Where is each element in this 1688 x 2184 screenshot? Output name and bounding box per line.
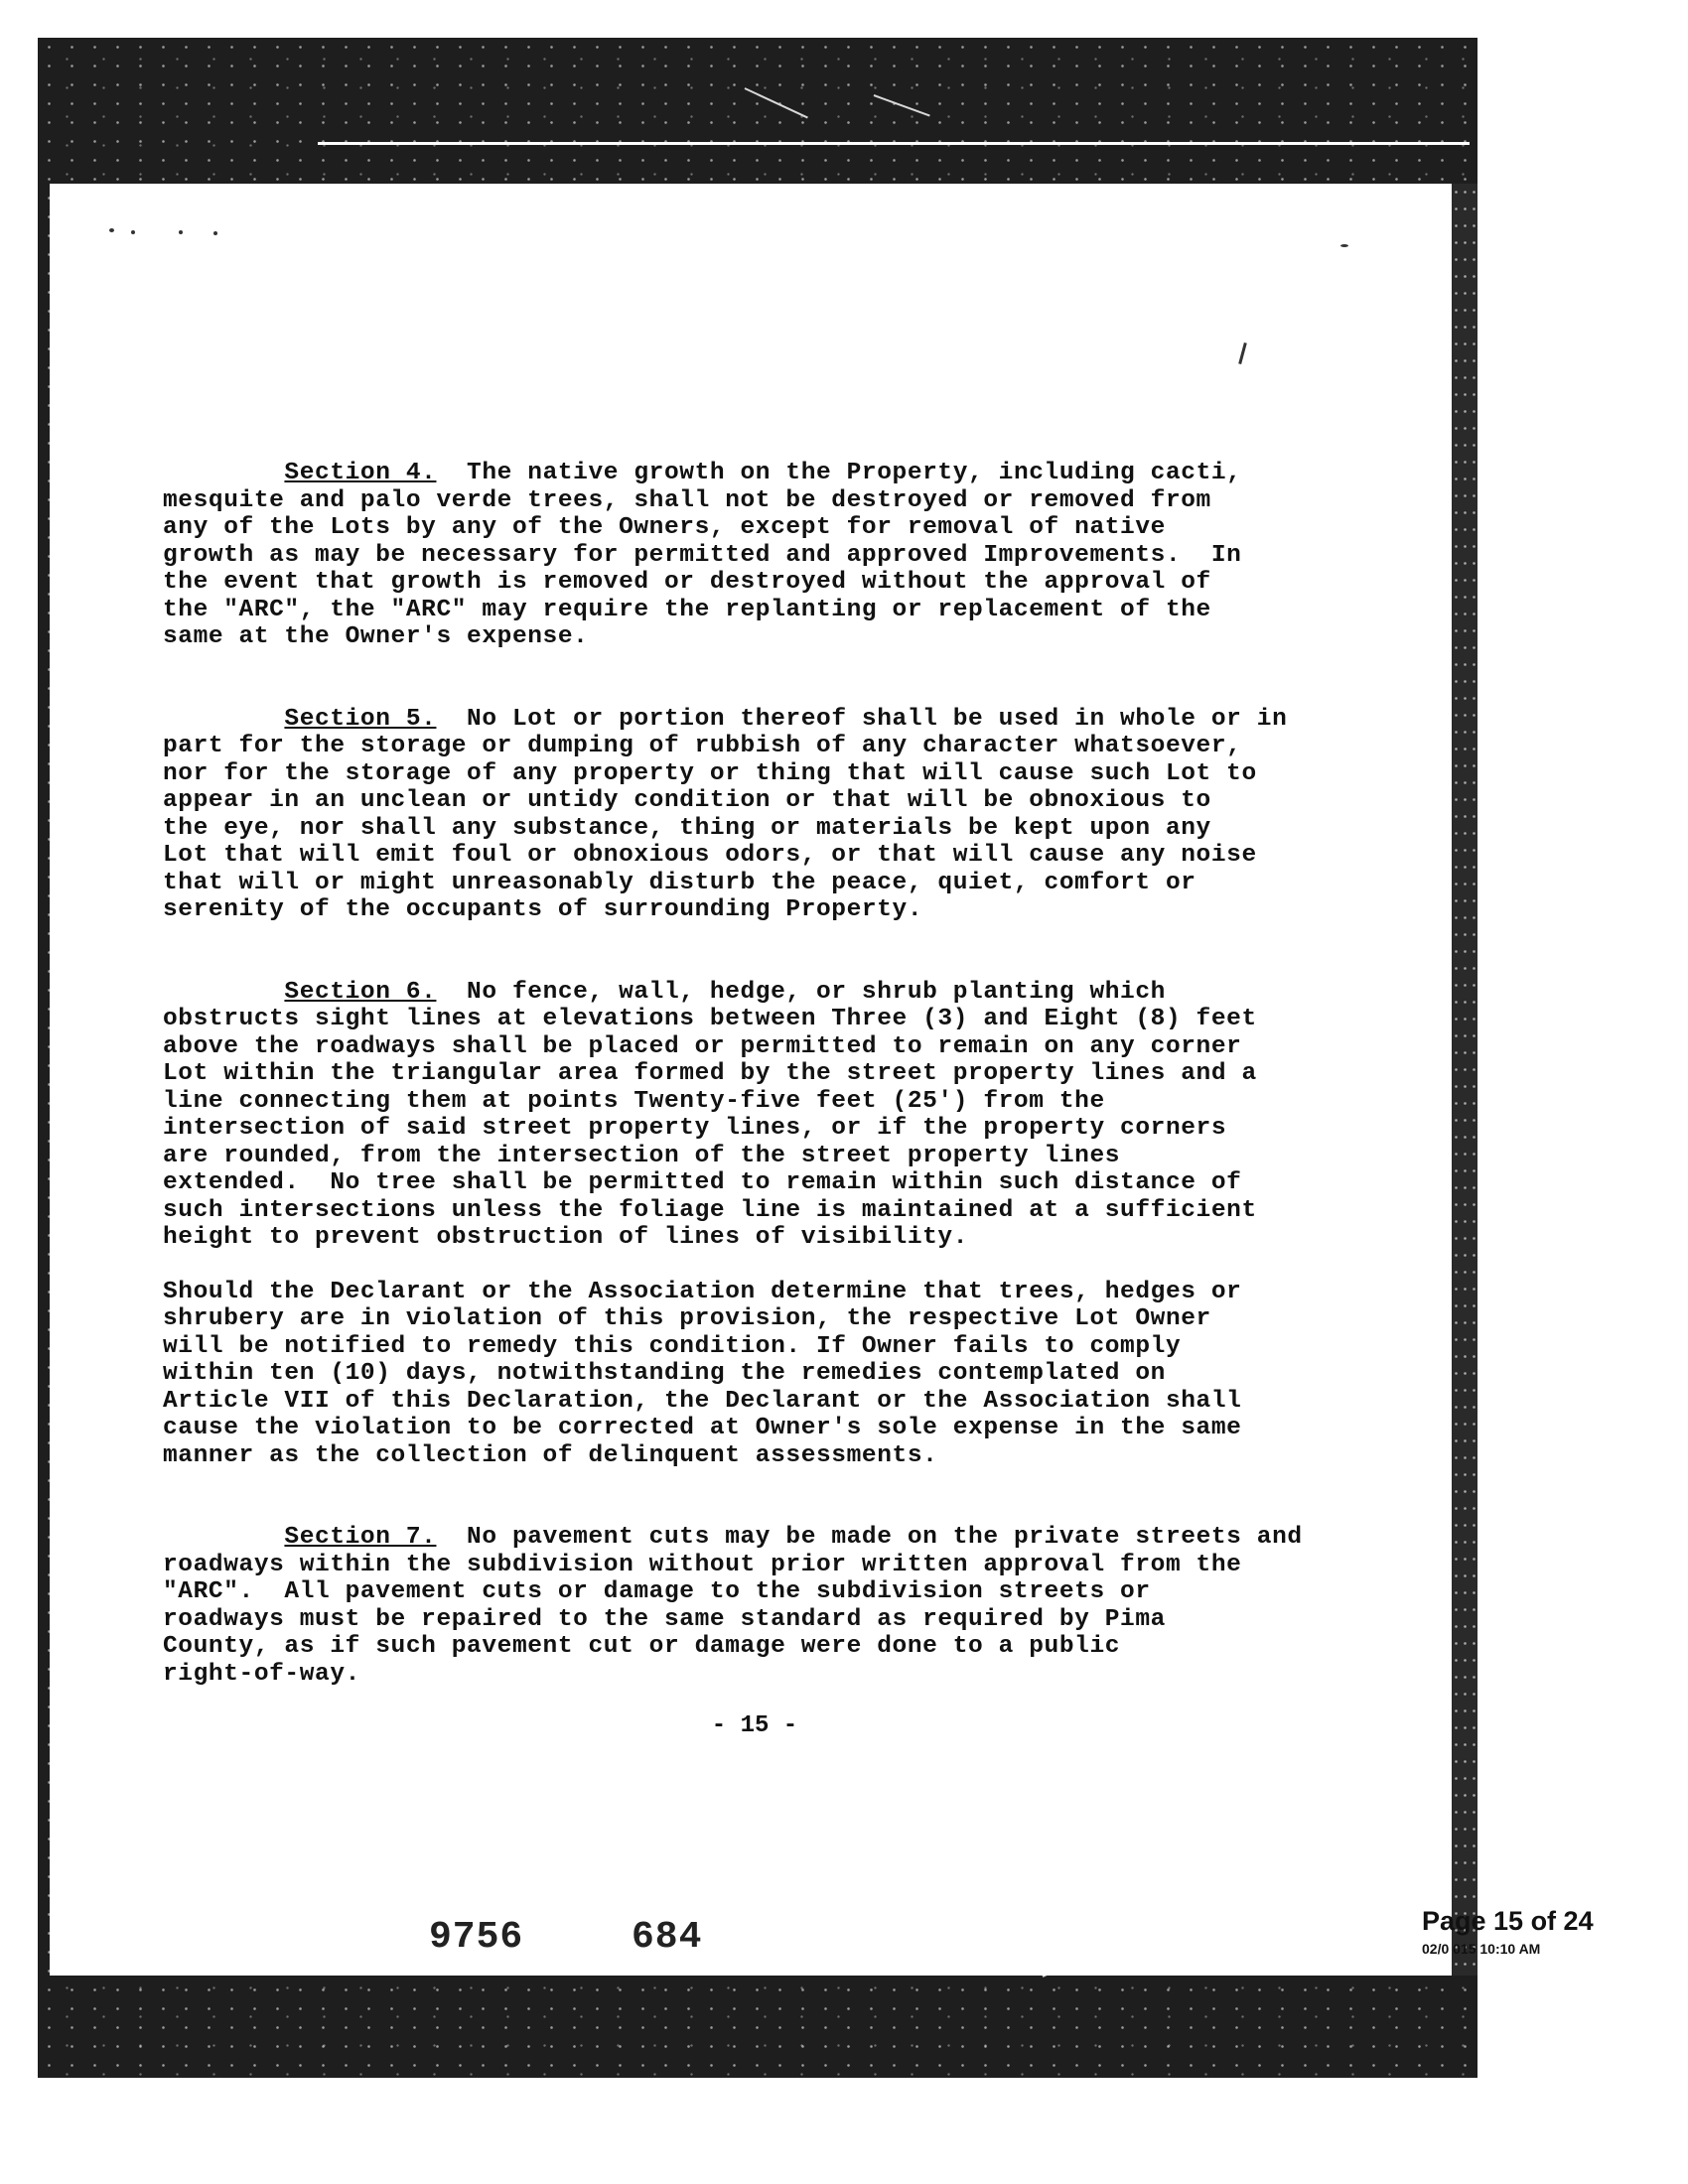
scan-speck (109, 228, 114, 232)
section-4-text: The native growth on the Property, including cacti, mesquite and palo verde trees, shall not be destroyed or removed from any of the Lots by any of the Owners, except for removal of native growth as may be necessary for permitted and approved Improvements. In the event that growth is removed or destroyed without the approval of the "ARC", the "ARC" may require the replanting or replacement of the same at the Owner's expense. (163, 460, 1242, 650)
section-6-continuation: Should the Declarant or the Association determine that trees, hedges or shrubery are in violation of this provision, the respective Lot Owner will be notified to remedy this condition. If Owner fails to comply within ten (10) days, notwithstanding the remedies contemplated on Article VII of this Declaration, the Declarant or the Association shall cause the violation to be corrected at Owner's sole expense in the same manner as the collection of delinquent assessments. (163, 1278, 1242, 1469)
page-number: - 15 - (711, 1712, 798, 1739)
print-timestamp: 02/0 015 10:10 AM (1422, 1941, 1541, 1957)
section-6-heading: Section 6. (284, 978, 437, 1006)
recording-page-number: 684 (632, 1916, 703, 1959)
recording-book-number: 9756 (429, 1916, 524, 1959)
document-body (163, 460, 1354, 1688)
section-5-text: No Lot or portion thereof shall be used in whole or in part for the storage or dumping of rubbish of any character whatsoever, nor for the storage of any property or thing that will cause such Lot to appear in an unclean or untidy condition or that will be obnoxious to the eye, nor shall any substance, thing or materials be kept upon any Lot that will emit foul or obnoxious odors, or that will cause any noise that will or might unreasonably disturb the peace, quiet, comfort or serenity of the occupants of surrounding Property. (163, 705, 1288, 923)
scan-right-edge (1452, 184, 1477, 1976)
section-4-heading: Section 4. (284, 460, 437, 486)
section-6-text: No fence, wall, hedge, or shrub planting which obstructs sight lines at elevations between Three (3) and Eight (8) feet above the roadways shall be placed or permitted to remain on any corner Lot within the triangular area formed by the street property lines and a line connecting them at points Twenty-five feet (25') from the intersection of said street property lines, or if the property corners are rounded, from the intersection of the street property lines extended. No tree shall be permitted to remain within such distance of such intersections unless the foliage line is maintained at a sufficient height to prevent obstruction of lines of visibility. (163, 978, 1257, 1251)
section-7-text: No pavement cuts may be made on the private streets and roadways within the subdivision without prior written approval from the "ARC". All pavement cuts or damage to the subdivision streets or roadways must be repaired to the same standard as required by Pima County, as if such pavement cut or damage were done to a public right-of-way. (163, 1524, 1303, 1688)
page-counter: Page 15 of 24 (1422, 1906, 1594, 1936)
section-6-paragraph (163, 979, 1354, 1252)
scan-top-rule (318, 142, 1470, 145)
section-4-paragraph (163, 460, 1354, 651)
section-7-heading: Section 7. (284, 1524, 437, 1551)
scan-speck (1340, 244, 1348, 247)
scan-speck (131, 230, 135, 234)
scan-speck (179, 230, 183, 234)
section-5-heading: Section 5. (284, 705, 437, 733)
section-5-paragraph (163, 706, 1354, 924)
scan-speck (213, 231, 217, 235)
section-7-paragraph (163, 1524, 1354, 1688)
